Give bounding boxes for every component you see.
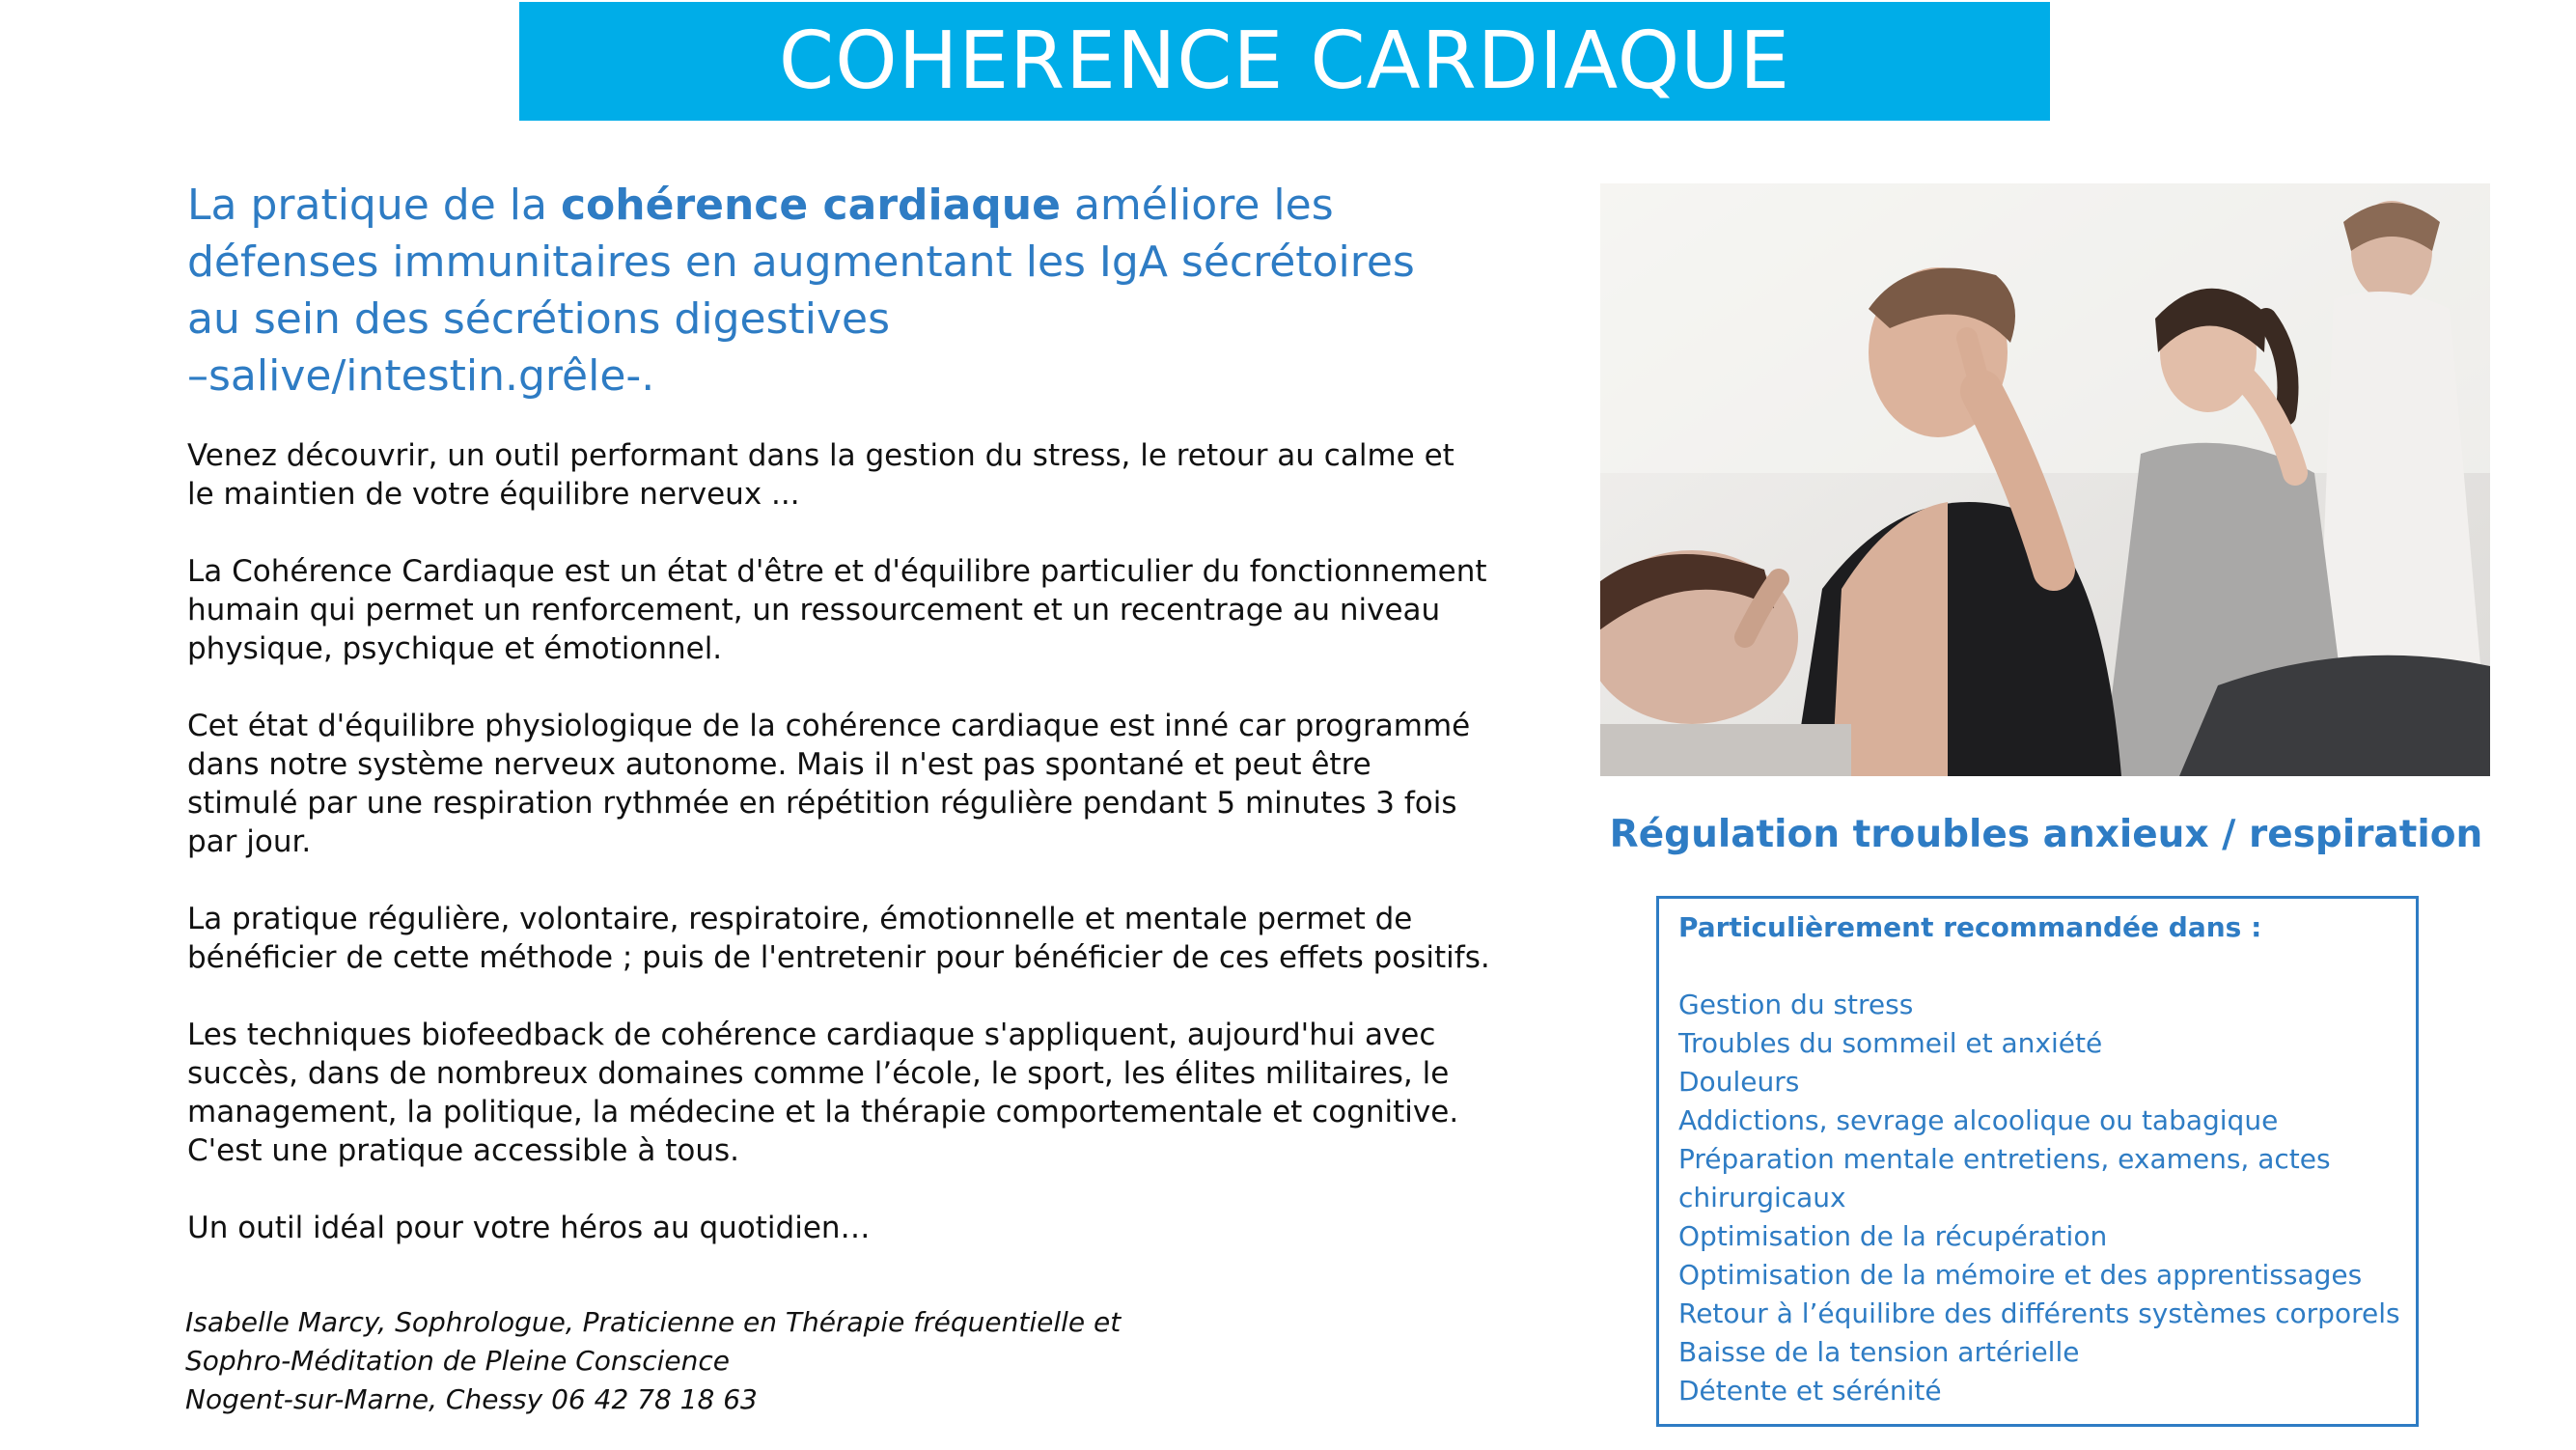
title-banner [519,2,2050,121]
intro-part1: La pratique de la [187,181,561,230]
intro-part3: –salive/intestin.grêle-. [187,351,655,401]
paragraph: Venez découvrir, un outil performant dans la gestion du stress, le retour au calme et le maintien de votre équilibre nerveux ... [187,438,1454,512]
intro-statement [187,177,1481,404]
paragraph: La pratique régulière, volontaire, respiratoire, émotionnelle et mentale permet de bénéficier de cette méthode ; puis de l'entretenir pour bénéficier de ces effets positifs. [187,902,1490,975]
paragraph: Les techniques biofeedback de cohérence cardiaque s'appliquent, aujourd'hui avec succès, dans de nombreux domaines comme l’école, le sport, les élites militaires, le management, la politique, la médecine et la thérapie comportementale et cognitive. C'est une pratique accessible à tous. [187,1018,1459,1168]
signature [185,1303,1343,1419]
paragraph: Un outil idéal pour votre héros au quotidien… [187,1211,871,1245]
list-item: Optimisation de la récupération [1678,1220,2108,1252]
list-item: Gestion du stress [1678,989,1914,1020]
list-item: Détente et sérénité [1678,1375,1942,1407]
list-item: Optimisation de la mémoire et des apprentissages [1678,1259,2363,1291]
meditation-illustration [1600,183,2490,776]
page-title: COHERENCE CARDIAQUE [778,15,1791,107]
signature-line: Sophro-Méditation de Pleine Conscience [185,1345,731,1377]
list-item: Douleurs [1678,1066,1800,1098]
recommendations-title: Particulièrement recommandée dans : [1678,911,2262,943]
body-text [187,436,1490,1286]
photo-caption: Régulation troubles anxieux / respiration [1609,813,2483,856]
recommendations-list [1678,986,2400,1410]
list-item: Retour à l’équilibre des différents systèmes corporels [1678,1297,2400,1329]
list-item: Addictions, sevrage alcoolique ou tabagique [1678,1104,2279,1136]
meditation-photo [1600,183,2490,776]
list-item: Troubles du sommeil et anxiété [1678,1027,2103,1059]
paragraph: Cet état d'équilibre physiologique de la cohérence cardiaque est inné car programmé dans notre système nerveux autonome. Mais il n'est pas spontané et peut être stimulé par une respiration rythmée en répétition régulière pendant 5 minutes 3 fois par jour. [187,709,1471,859]
signature-line: Isabelle Marcy, Sophrologue, Praticienne en Thérapie fréquentielle et [185,1306,1122,1338]
signature-line: Nogent-sur-Marne, Chessy 06 42 78 18 63 [185,1383,758,1415]
intro-bold: cohérence cardiaque [560,181,1061,230]
intro-part2: améliore les défenses immunitaires en augmentant les IgA sécrétoires au sein des sécrétions digestives [187,181,1415,344]
list-item: Baisse de la tension artérielle [1678,1336,2080,1368]
paragraph: La Cohérence Cardiaque est un état d'être et d'équilibre particulier du fonctionnement humain qui permet un renforcement, un ressourcement et un recentrage au niveau physique, psychique et émotionnel. [187,554,1487,666]
recommendations-box [1656,896,2419,1427]
list-item: Préparation mentale entretiens, examens, actes chirurgicaux [1678,1143,2331,1213]
